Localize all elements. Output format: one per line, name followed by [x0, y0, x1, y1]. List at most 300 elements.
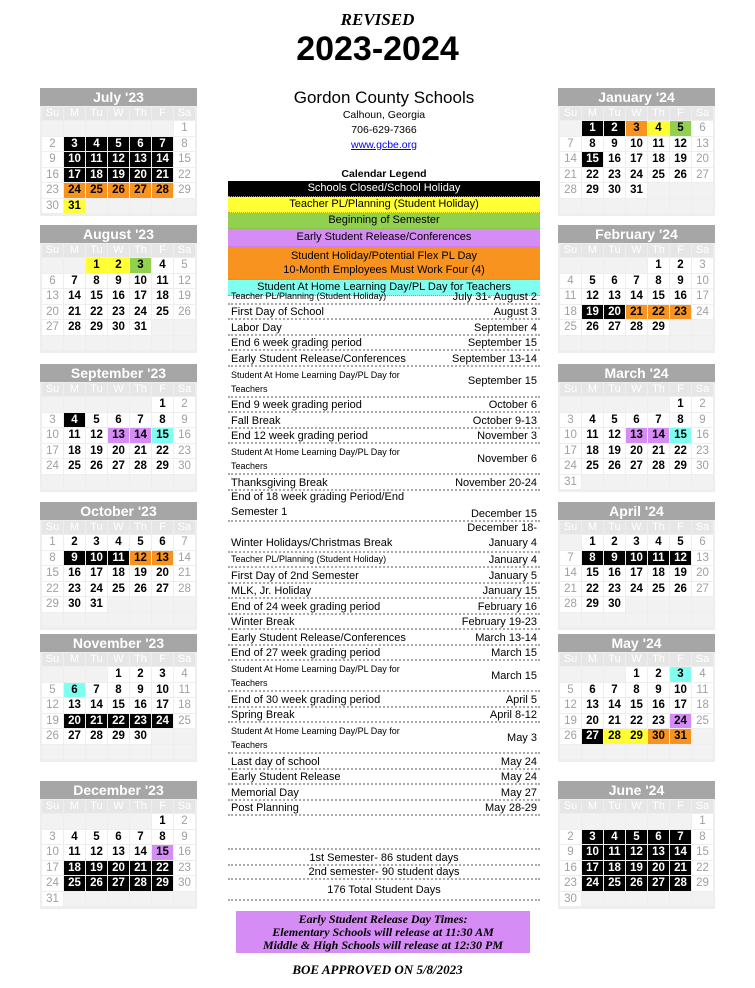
day-cell: 23	[108, 305, 129, 320]
day-cell: 14	[130, 845, 151, 860]
day-cell: 20	[64, 714, 85, 729]
event-date: April 5	[505, 693, 537, 706]
day-cell: 12	[42, 698, 63, 713]
empty-day-cell	[86, 121, 107, 136]
semester1-days: 1st Semester- 86 student days	[228, 850, 540, 866]
day-cell: 16	[692, 428, 713, 443]
empty-day-cell	[152, 892, 173, 907]
day-cell: 31	[560, 475, 581, 490]
empty-day-cell	[42, 814, 63, 829]
day-cell: 18	[692, 698, 713, 713]
day-cell: 9	[648, 683, 669, 698]
weekday-header: Su	[42, 800, 63, 813]
empty-day-cell	[108, 613, 129, 628]
day-cell: 26	[130, 582, 151, 597]
day-cell: 7	[648, 413, 669, 428]
day-cell: 18	[64, 444, 85, 459]
day-cell: 23	[692, 444, 713, 459]
day-cell: 24	[626, 582, 647, 597]
month-title: December '23	[40, 781, 197, 799]
day-cell: 19	[86, 861, 107, 876]
day-cell: 26	[626, 876, 647, 891]
day-cell: 4	[108, 535, 129, 550]
weekday-header: Th	[648, 521, 669, 534]
weekday-header: W	[108, 653, 129, 666]
weekday-header: Su	[560, 107, 581, 120]
day-cell: 21	[64, 305, 85, 320]
empty-day-cell	[692, 320, 713, 335]
empty-day-cell	[560, 199, 581, 214]
page-title: 2023-2024	[296, 30, 459, 68]
day-cell: 3	[626, 121, 647, 136]
day-cell: 1	[174, 121, 195, 136]
day-cell: 7	[64, 274, 85, 289]
day-cell: 22	[108, 714, 129, 729]
day-cell: 20	[108, 444, 129, 459]
event-label: End 12 week grading period	[231, 430, 368, 442]
day-cell: 23	[604, 582, 625, 597]
empty-day-cell	[582, 397, 603, 412]
weekday-header: Th	[130, 383, 151, 396]
legend-flex-label: Student Holiday/Potential Flex PL Day	[290, 250, 478, 262]
day-cell: 15	[648, 289, 669, 304]
day-cell: 25	[64, 876, 85, 891]
empty-day-cell	[582, 613, 603, 628]
weekday-header: Su	[560, 653, 581, 666]
day-cell: 6	[152, 535, 173, 550]
day-cell: 12	[670, 137, 691, 152]
month-calendar	[40, 364, 197, 492]
day-cell: 30	[64, 597, 85, 612]
day-cell: 16	[604, 152, 625, 167]
empty-day-cell	[130, 336, 151, 351]
event-label: First Day of School	[231, 306, 324, 318]
month-title: September '23	[40, 364, 197, 382]
event-date: April 8-12	[489, 709, 537, 721]
empty-day-cell	[670, 336, 691, 351]
empty-day-cell	[152, 121, 173, 136]
empty-day-cell	[604, 258, 625, 273]
day-cell: 2	[108, 258, 129, 273]
empty-day-cell	[42, 613, 63, 628]
day-cell: 29	[692, 876, 713, 891]
event-label: First Day of 2nd Semester	[231, 569, 359, 582]
day-cell: 10	[42, 428, 63, 443]
day-cell: 8	[582, 551, 603, 566]
legend-planning: Teacher PL/Planning (Student Holiday)	[228, 197, 540, 213]
empty-day-cell	[64, 613, 85, 628]
day-cell: 11	[108, 551, 129, 566]
day-cell: 9	[174, 413, 195, 428]
event-row	[228, 289, 540, 305]
day-cell: 17	[626, 566, 647, 581]
day-cell: 17	[670, 698, 691, 713]
event-date: November 6	[477, 452, 537, 465]
empty-day-cell	[670, 597, 691, 612]
event-row	[228, 630, 540, 646]
empty-day-cell	[130, 892, 151, 907]
day-cell: 19	[626, 861, 647, 876]
day-cell: 13	[692, 137, 713, 152]
day-cell: 22	[582, 168, 603, 183]
day-cell: 25	[648, 582, 669, 597]
day-cell: 28	[560, 183, 581, 198]
month-title: March '24	[558, 364, 715, 382]
event-label: End 9 week grading period	[231, 399, 362, 411]
day-cell: 21	[130, 861, 151, 876]
empty-day-cell	[64, 258, 85, 273]
day-cell: 10	[152, 683, 173, 698]
day-cell: 25	[86, 183, 107, 198]
empty-day-cell	[86, 613, 107, 628]
event-label: End of 27 week grading period	[231, 647, 381, 659]
day-cell: 27	[64, 729, 85, 744]
day-cell: 11	[152, 274, 173, 289]
event-row	[228, 770, 540, 786]
event-date: February 19-23	[461, 616, 537, 628]
day-cell: 6	[692, 535, 713, 550]
event-date: July 31- August 2	[452, 290, 537, 303]
empty-day-cell	[108, 121, 129, 136]
day-cell: 5	[670, 535, 691, 550]
legend-closed: Schools Closed/School Holiday	[228, 181, 540, 197]
day-cell: 21	[604, 714, 625, 729]
empty-day-cell	[42, 475, 63, 490]
day-cell: 26	[108, 183, 129, 198]
event-row	[228, 320, 540, 336]
day-cell: 22	[692, 861, 713, 876]
weekday-header: F	[670, 800, 691, 813]
event-label: Post Planning	[231, 802, 299, 814]
day-cell: 3	[626, 535, 647, 550]
day-cell: 29	[582, 183, 603, 198]
empty-day-cell	[582, 892, 603, 907]
month-calendar	[558, 502, 715, 630]
day-cell: 29	[582, 597, 603, 612]
day-cell: 15	[692, 845, 713, 860]
district-name: Gordon County Schools	[293, 88, 475, 107]
weekday-header: Su	[560, 383, 581, 396]
day-cell: 10	[692, 274, 713, 289]
weekday-header: Sa	[174, 653, 195, 666]
day-cell: 26	[582, 320, 603, 335]
weekday-header: F	[152, 800, 173, 813]
empty-day-cell	[174, 199, 195, 214]
weekday-header: Th	[130, 800, 151, 813]
day-cell: 11	[692, 683, 713, 698]
weekday-header: Tu	[86, 107, 107, 120]
empty-day-cell	[130, 199, 151, 214]
day-cell: 28	[604, 729, 625, 744]
day-cell: 14	[648, 428, 669, 443]
empty-day-cell	[582, 199, 603, 214]
empty-day-cell	[560, 258, 581, 273]
day-cell: 11	[174, 683, 195, 698]
empty-day-cell	[692, 475, 713, 490]
day-cell: 30	[108, 320, 129, 335]
district-website-link[interactable]: www.gcbe.org	[351, 139, 417, 151]
day-cell: 19	[174, 289, 195, 304]
day-cell: 23	[670, 305, 691, 320]
day-cell: 13	[152, 551, 173, 566]
day-cell: 26	[604, 459, 625, 474]
empty-day-cell	[582, 814, 603, 829]
day-cell: 18	[604, 861, 625, 876]
day-cell: 18	[648, 566, 669, 581]
day-cell: 6	[604, 274, 625, 289]
weekday-header: W	[626, 244, 647, 257]
day-cell: 29	[152, 459, 173, 474]
event-label: Thanksgiving Break	[231, 476, 328, 489]
empty-day-cell	[174, 597, 195, 612]
day-cell: 21	[152, 168, 173, 183]
boe-approval: BOE APPROVED ON 5/8/2023	[292, 962, 463, 977]
month-calendar	[40, 781, 197, 909]
weekday-header: M	[64, 383, 85, 396]
day-cell: 14	[64, 289, 85, 304]
day-cell: 1	[152, 397, 173, 412]
event-label: Teacher PL/Planning (Student Holiday)	[231, 554, 387, 564]
empty-day-cell	[108, 745, 129, 760]
day-cell: 30	[42, 199, 63, 214]
empty-day-cell	[64, 336, 85, 351]
weekday-header: Tu	[604, 383, 625, 396]
weekday-header: Th	[130, 653, 151, 666]
empty-day-cell	[130, 745, 151, 760]
day-cell: 24	[670, 714, 691, 729]
day-cell: 20	[604, 305, 625, 320]
day-cell: 13	[42, 289, 63, 304]
event-date: May 24	[500, 755, 537, 768]
weekday-header: Su	[42, 107, 63, 120]
day-cell: 3	[42, 830, 63, 845]
empty-day-cell	[582, 667, 603, 682]
day-cell: 20	[648, 861, 669, 876]
weekday-header: Th	[648, 107, 669, 120]
empty-day-cell	[582, 336, 603, 351]
day-cell: 23	[174, 444, 195, 459]
empty-day-cell	[604, 745, 625, 760]
event-row	[228, 568, 540, 584]
day-cell: 24	[582, 876, 603, 891]
empty-day-cell	[130, 121, 151, 136]
empty-day-cell	[582, 745, 603, 760]
day-cell: 16	[42, 168, 63, 183]
day-cell: 4	[604, 830, 625, 845]
day-cell: 1	[42, 535, 63, 550]
day-cell: 9	[670, 274, 691, 289]
day-cell: 26	[174, 305, 195, 320]
day-cell: 23	[174, 861, 195, 876]
day-cell: 6	[64, 683, 85, 698]
empty-day-cell	[626, 397, 647, 412]
weekday-header: F	[152, 107, 173, 120]
weekday-header: W	[626, 653, 647, 666]
day-cell: 12	[604, 428, 625, 443]
day-cell: 28	[86, 729, 107, 744]
day-cell: 19	[108, 168, 129, 183]
day-cell: 28	[648, 459, 669, 474]
day-cell: 10	[42, 845, 63, 860]
weekday-header: Tu	[604, 244, 625, 257]
day-cell: 17	[42, 861, 63, 876]
day-cell: 4	[560, 274, 581, 289]
weekday-header: Th	[648, 244, 669, 257]
month-title: July '23	[40, 88, 197, 106]
weekday-header: M	[64, 653, 85, 666]
day-cell: 14	[174, 551, 195, 566]
day-cell: 5	[582, 274, 603, 289]
day-cell: 1	[582, 121, 603, 136]
day-cell: 15	[42, 566, 63, 581]
day-cell: 9	[692, 413, 713, 428]
empty-day-cell	[86, 892, 107, 907]
empty-day-cell	[560, 336, 581, 351]
day-cell: 30	[648, 729, 669, 744]
empty-day-cell	[130, 397, 151, 412]
day-cell: 19	[670, 566, 691, 581]
day-cell: 23	[648, 714, 669, 729]
weekday-header: Th	[130, 244, 151, 257]
month-calendar	[40, 225, 197, 353]
weekday-header: Su	[560, 521, 581, 534]
day-cell: 4	[692, 667, 713, 682]
day-cell: 22	[582, 582, 603, 597]
empty-day-cell	[648, 475, 669, 490]
empty-day-cell	[670, 745, 691, 760]
day-cell: 8	[648, 274, 669, 289]
day-cell: 19	[582, 305, 603, 320]
day-cell: 31	[626, 183, 647, 198]
day-cell: 22	[152, 861, 173, 876]
day-cell: 9	[604, 551, 625, 566]
weekday-header: Sa	[174, 383, 195, 396]
event-row	[228, 367, 540, 398]
day-cell: 7	[560, 137, 581, 152]
day-cell: 8	[174, 137, 195, 152]
day-cell: 9	[42, 152, 63, 167]
day-cell: 5	[604, 413, 625, 428]
day-cell: 22	[86, 305, 107, 320]
empty-day-cell	[670, 814, 691, 829]
event-row	[228, 646, 540, 662]
empty-day-cell	[626, 199, 647, 214]
day-cell: 15	[86, 289, 107, 304]
day-cell: 15	[670, 428, 691, 443]
day-cell: 10	[582, 845, 603, 860]
weekday-header: Th	[130, 521, 151, 534]
day-cell: 19	[560, 714, 581, 729]
weekday-header: M	[582, 383, 603, 396]
weekday-header: W	[626, 521, 647, 534]
day-cell: 19	[42, 714, 63, 729]
weekday-header: Sa	[692, 521, 713, 534]
event-row	[228, 475, 540, 491]
event-date: May 24	[500, 771, 537, 783]
weekday-header: M	[64, 107, 85, 120]
legend-title: Calendar Legend	[341, 168, 427, 180]
event-date: August 3	[493, 306, 537, 318]
day-cell: 27	[604, 320, 625, 335]
empty-day-cell	[604, 667, 625, 682]
day-cell: 7	[604, 683, 625, 698]
day-cell: 18	[648, 152, 669, 167]
weekday-header: M	[64, 800, 85, 813]
month-calendar	[558, 225, 715, 353]
day-cell: 10	[670, 683, 691, 698]
empty-day-cell	[692, 745, 713, 760]
day-cell: 2	[670, 258, 691, 273]
day-cell: 21	[86, 714, 107, 729]
day-cell: 10	[560, 428, 581, 443]
day-cell: 18	[582, 444, 603, 459]
day-cell: 31	[64, 199, 85, 214]
day-cell: 13	[582, 698, 603, 713]
event-label: End of 24 week grading period	[231, 600, 381, 613]
weekday-header: Sa	[692, 107, 713, 120]
month-title: October '23	[40, 502, 197, 520]
event-date: May 3	[507, 731, 537, 744]
day-cell: 19	[604, 444, 625, 459]
day-cell: 17	[692, 289, 713, 304]
event-row	[228, 305, 540, 321]
day-cell: 29	[626, 729, 647, 744]
weekday-header: Th	[648, 383, 669, 396]
empty-day-cell	[108, 892, 129, 907]
empty-day-cell	[648, 336, 669, 351]
day-cell: 7	[130, 413, 151, 428]
day-cell: 6	[130, 137, 151, 152]
day-cell: 24	[152, 714, 173, 729]
day-cell: 12	[670, 551, 691, 566]
day-cell: 21	[560, 582, 581, 597]
event-date: December 18- January 4	[467, 521, 537, 549]
day-cell: 30	[174, 876, 195, 891]
day-cell: 12	[582, 289, 603, 304]
day-cell: 23	[604, 168, 625, 183]
day-cell: 1	[86, 258, 107, 273]
weekday-header: Tu	[86, 244, 107, 257]
day-cell: 10	[64, 152, 85, 167]
day-cell: 29	[86, 320, 107, 335]
empty-day-cell	[174, 729, 195, 744]
day-cell: 13	[64, 698, 85, 713]
empty-day-cell	[626, 613, 647, 628]
weekday-header: Su	[42, 521, 63, 534]
day-cell: 16	[560, 861, 581, 876]
day-cell: 8	[670, 413, 691, 428]
day-cell: 14	[560, 566, 581, 581]
day-cell: 27	[108, 459, 129, 474]
day-cell: 18	[86, 168, 107, 183]
empty-day-cell	[42, 745, 63, 760]
event-date: January 15	[482, 585, 537, 597]
empty-day-cell	[64, 667, 85, 682]
empty-day-cell	[108, 597, 129, 612]
day-cell: 25	[174, 714, 195, 729]
day-cell: 29	[42, 597, 63, 612]
weekday-header: F	[152, 521, 173, 534]
empty-day-cell	[86, 667, 107, 682]
month-calendar	[558, 781, 715, 909]
day-cell: 11	[86, 152, 107, 167]
day-cell: 3	[130, 258, 151, 273]
weekday-header: M	[64, 521, 85, 534]
empty-day-cell	[152, 613, 173, 628]
day-cell: 26	[670, 168, 691, 183]
day-cell: 2	[174, 814, 195, 829]
day-cell: 13	[648, 845, 669, 860]
